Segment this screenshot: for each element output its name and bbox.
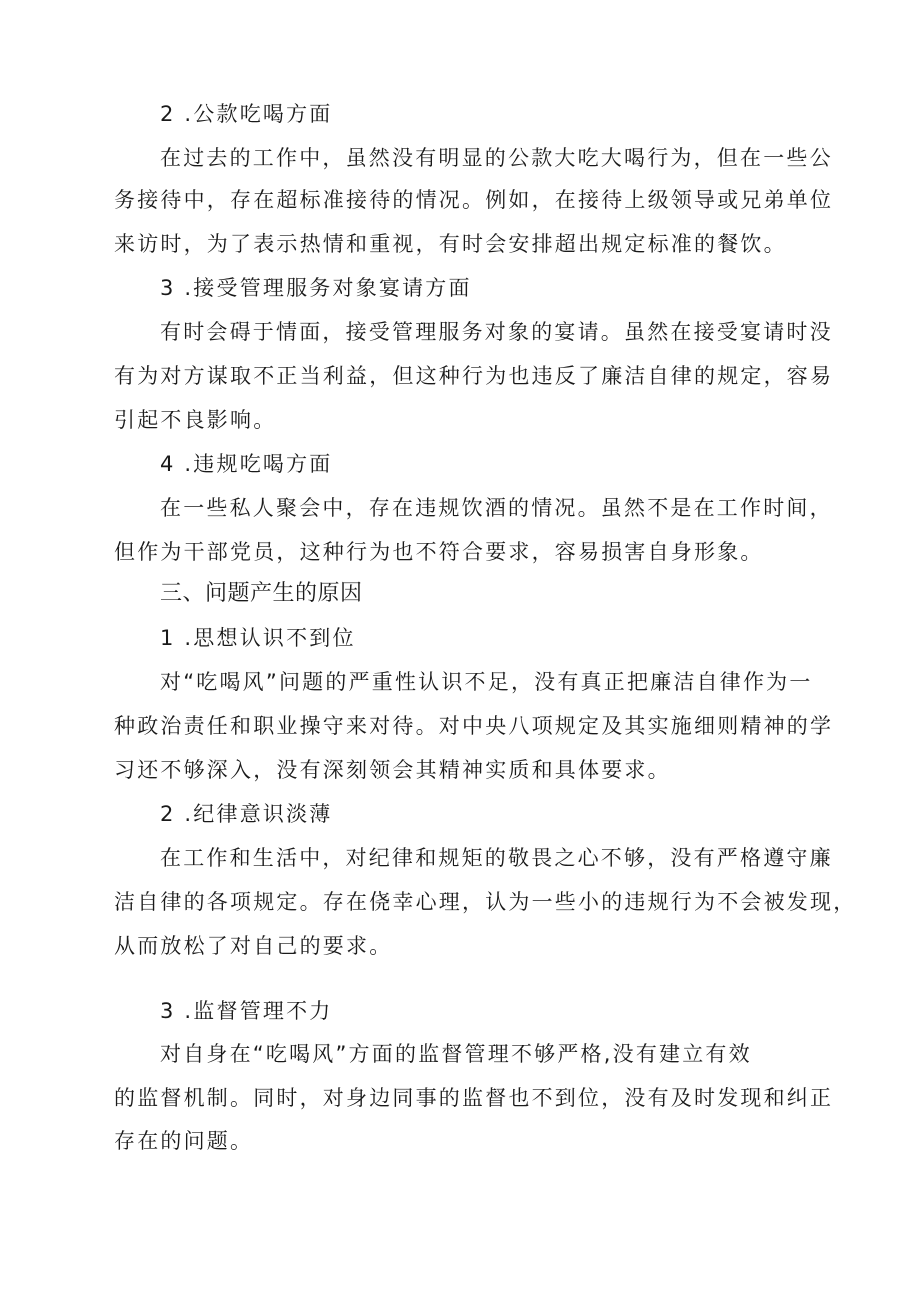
- paragraph-line: 在过去的工作中，虽然没有明显的公款大吃大喝行为，但在一些公: [160, 146, 833, 170]
- paragraph-line: 种政治责任和职业操守来对待。对中央八项规定及其实施细则精神的学: [114, 714, 834, 738]
- subheading-irregular-dining: 4 .违规吃喝方面: [160, 452, 333, 476]
- paragraph-line: 习还不够深入，没有深刻领会其精神实质和具体要求。: [114, 758, 671, 782]
- paragraph-line: 对自身在“吃喝风”方面的监督管理不够严格,没有建立有效: [160, 1042, 752, 1066]
- paragraph-line: 有为对方谋取不正当利益，但这种行为也违反了廉洁自律的规定，容易: [114, 364, 834, 388]
- paragraph-line: 但作为干部党员，这种行为也不符合要求，容易损害自身形象。: [114, 540, 764, 564]
- subheading-ideological-awareness: 1 .思想认识不到位: [160, 626, 356, 650]
- paragraph-line: 对“吃喝风”问题的严重性认识不足，没有真正把廉洁自律作为一: [160, 670, 813, 694]
- subheading-accepting-banquets: 3 .接受管理服务对象宴请方面: [160, 276, 472, 300]
- subheading-public-funds-dining: 2 .公款吃喝方面: [160, 102, 333, 126]
- subheading-supervision: 3 .监督管理不力: [160, 999, 333, 1023]
- paragraph-line: 的监督机制。同时，对身边同事的监督也不到位，没有及时发现和纠正: [114, 1086, 834, 1110]
- paragraph-line: 洁自律的各项规定。存在侥幸心理，认为一些小的违规行为不会被发现，: [114, 890, 857, 914]
- paragraph-line: 从而放松了对自己的要求。: [114, 934, 393, 958]
- paragraph-line: 有时会碍于情面，接受管理服务对象的宴请。虽然在接受宴请时没: [160, 320, 833, 344]
- paragraph-line: 存在的问题。: [114, 1129, 254, 1153]
- section-heading-causes: 三、问题产生的原因: [160, 581, 363, 606]
- paragraph-line: 在一些私人聚会中，存在违规饮酒的情况。虽然不是在工作时间，: [160, 496, 833, 520]
- paragraph-line: 引起不良影响。: [114, 408, 277, 432]
- paragraph-line: 务接待中，存在超标准接待的情况。例如，在接待上级领导或兄弟单位: [114, 188, 834, 212]
- paragraph-line: 来访时，为了表示热情和重视，有时会安排超出规定标准的餐饮。: [114, 232, 787, 256]
- subheading-discipline-awareness: 2 .纪律意识淡薄: [160, 802, 333, 826]
- paragraph-line: 在工作和生活中，对纪律和规矩的敬畏之心不够，没有严格遵守廉: [160, 846, 833, 870]
